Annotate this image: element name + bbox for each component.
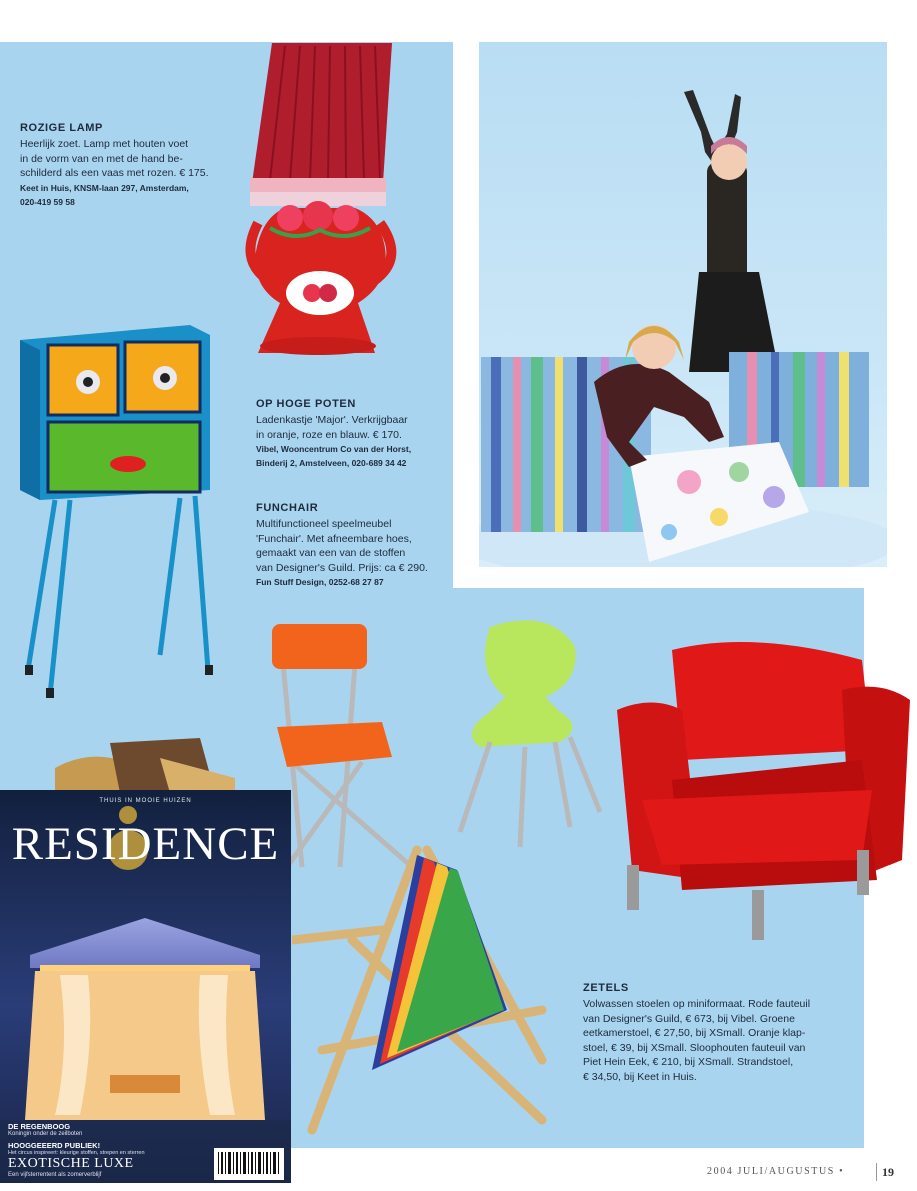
item-line: in oranje, roze en blauw. € 170.	[256, 428, 402, 441]
cover-headline: EXOTISCHE LUXE	[8, 1156, 134, 1171]
item-line: Volwassen stoelen op miniformaat. Rode fauteuil	[583, 998, 811, 1010]
folio-divider	[876, 1163, 877, 1181]
rode-fauteuil-image	[612, 630, 912, 950]
item-line: van Designer's Guild, € 673, bij Vibel. Groene	[583, 1012, 795, 1025]
item-line: van Designer's Guild. Prijs: ca € 290.	[256, 561, 428, 574]
standing-child	[684, 90, 779, 372]
magazine-tagline: THUIS IN MOOIE HUIZEN	[99, 798, 192, 804]
item-op-hoge-poten	[256, 398, 456, 470]
issue-date: 2004 JULI/AUGUSTUS	[707, 1166, 835, 1177]
item-line: in de vorm van en met de hand be-	[20, 152, 183, 165]
folio-separator: •	[839, 1166, 845, 1177]
cover-line-2-sub: Het circus inspireert: kleurige stoffen, strepen en sterren	[8, 1150, 145, 1156]
item-line: Multifunctioneel speelmeubel	[256, 518, 392, 530]
item-line: eetkamerstoel, € 27,50, bij XSmall. Oranje klap-	[583, 1027, 806, 1039]
item-line: Ladenkastje 'Major'. Verkrijgbaar	[256, 414, 408, 426]
cover-line-2-head: HOOGGEEERD PUBLIEK!	[8, 1141, 101, 1150]
groene-eetkamerstoel-image	[450, 612, 610, 852]
item-line: stoel, € 39, bij XSmall. Sloophouten fauteuil van	[583, 1041, 806, 1054]
item-funchair	[256, 502, 466, 589]
item-line: Piet Hein Eek, € 210, bij XSmall. Strandstoel,	[583, 1056, 794, 1068]
item-line: Heerlijk zoet. Lamp met houten voet	[20, 138, 189, 150]
cover-line-1-sub: Koningin onder de zeilboten	[8, 1131, 83, 1137]
item-zetels	[583, 982, 858, 1084]
item-source: Fun Stuff Design, 0252-68 27 87	[256, 577, 384, 587]
item-source: Keet in Huis, KNSM-laan 297, Amsterdam,	[20, 182, 189, 193]
funchair-photo-art	[479, 42, 887, 567]
rozige-lamp-image	[240, 18, 425, 358]
item-title: OP HOGE POTEN	[256, 398, 356, 410]
item-line: € 34,50, bij Keet in Huis.	[583, 1070, 697, 1083]
folio-issue	[707, 1166, 844, 1177]
page-number: 19	[882, 1165, 894, 1179]
item-source: Vibel, Wooncentrum Co van der Horst,	[256, 444, 412, 454]
item-title: ROZIGE LAMP	[20, 122, 103, 134]
op-hoge-poten-cabinet-image	[10, 320, 225, 705]
magazine-title: RESIDENCE	[11, 818, 280, 870]
item-line: 'Funchair'. Met afneembare hoes,	[256, 532, 412, 545]
funchair-photo	[479, 42, 887, 567]
item-source: 020-419 59 58	[20, 196, 75, 207]
item-title: FUNCHAIR	[256, 502, 319, 514]
item-line: schilderd als een vaas met rozen. € 175.	[20, 167, 209, 179]
sloophouten-fauteuil-image	[50, 738, 235, 793]
item-rozige-lamp	[20, 122, 250, 209]
item-source: Binderij 2, Amstelveen, 020-689 34 42	[256, 458, 407, 468]
item-title: ZETELS	[583, 982, 629, 994]
item-line: gemaakt van een van de stoffen	[256, 547, 406, 559]
cover-line-1-head: DE REGENBOOG	[8, 1122, 71, 1131]
strandstoel-image	[292, 840, 562, 1145]
cover-subline: Een vijfsterrentent als zomerverblijf	[8, 1172, 102, 1178]
residence-magazine-cover	[0, 790, 291, 1183]
